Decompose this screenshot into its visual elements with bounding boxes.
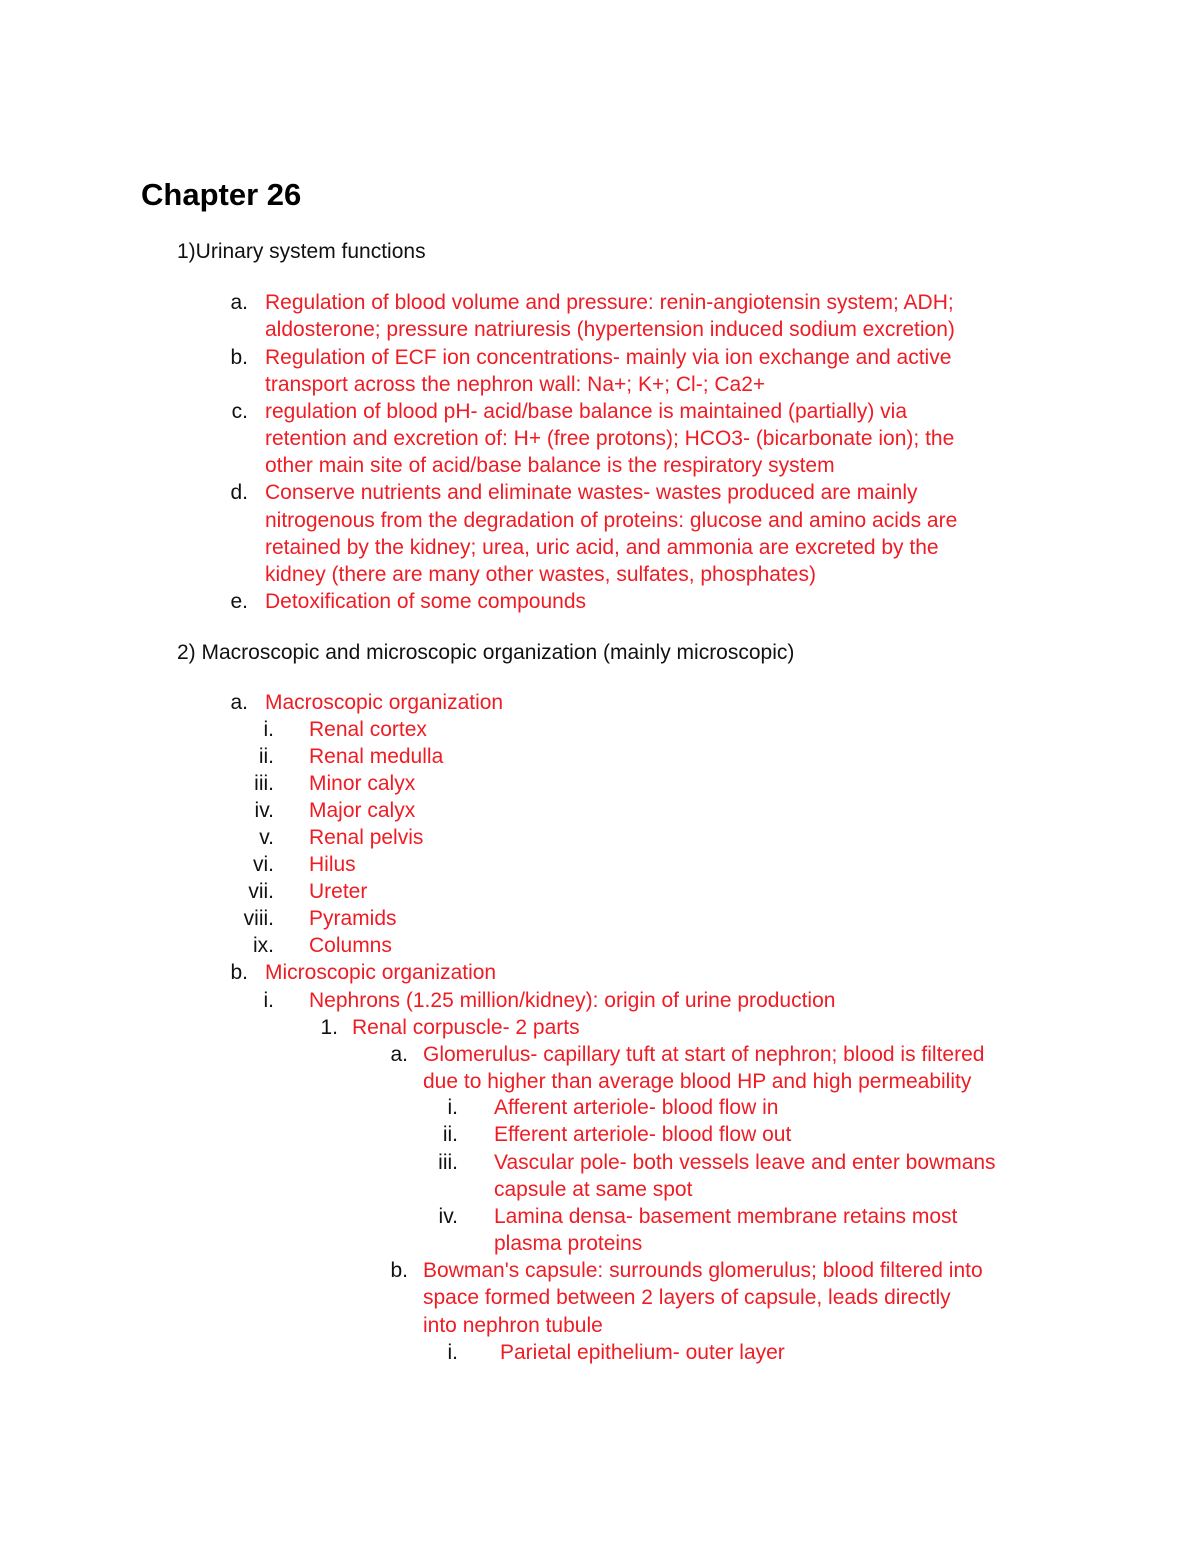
macro-item: Hilus [309,853,356,876]
macro-item: Renal cortex [309,718,427,741]
macro-item: Minor calyx [309,772,416,795]
s1-b-line-2: transport across the nephron wall: Na+; K+; Cl-; Ca2+ [265,373,766,396]
chapter-title: Chapter 26 [141,177,302,212]
s1-d-line-3: retained by the kidney; urea, uric acid, and ammonia are excreted by the [265,536,939,559]
macro-item-marker: ix. [253,934,274,957]
macro-item: Ureter [309,880,368,903]
macro-item-marker: ii. [258,745,274,768]
vascular-pole-marker: iii. [438,1151,458,1174]
macroscopic-label: Macroscopic organization [265,691,504,714]
s1-e-line-1: Detoxification of some compounds [265,590,586,613]
vascular-pole-line-1: Vascular pole- both vessels leave and enter bowmans [494,1151,996,1174]
s1-c-marker: c. [231,400,248,423]
s1-a-line-2: aldosterone; pressure natriuresis (hypertension induced sodium excretion) [265,318,955,341]
parietal-text: Parietal epithelium- outer layer [500,1341,785,1364]
s1-b-marker: b. [230,346,248,369]
glomerulus-line-1: Glomerulus- capillary tuft at start of nephron; blood is filtered [423,1043,985,1066]
s1-c-line-3: other main site of acid/base balance is the respiratory system [265,454,835,477]
lamina-densa-line-2: plasma proteins [494,1232,643,1255]
glomerulus-marker: a. [390,1043,408,1066]
parietal-marker: i. [447,1341,458,1364]
macro-item-marker: vii. [248,880,274,903]
s1-d-line-4: kidney (there are many other wastes, sulfates, phosphates) [265,563,816,586]
vascular-pole-line-2: capsule at same spot [494,1178,693,1201]
bowmans-capsule-line-3: into nephron tubule [423,1314,603,1337]
macro-item: Major calyx [309,799,416,822]
macro-item-marker: vi. [253,853,274,876]
s1-e-marker: e. [230,590,248,613]
microscopic-label: Microscopic organization [265,961,497,984]
s2-b-marker: b. [230,961,248,984]
efferent-text: Efferent arteriole- blood flow out [494,1123,792,1146]
nephrons-marker: i. [263,989,274,1012]
efferent-marker: ii. [442,1123,458,1146]
macro-item: Columns [309,934,392,957]
renal-corpuscle-marker: 1. [320,1016,338,1039]
lamina-densa-marker: iv. [438,1205,458,1228]
s2-a-marker: a. [230,691,248,714]
bowmans-capsule-line-2: space formed between 2 layers of capsule, leads directly [423,1286,951,1309]
s1-c-line-2: retention and excretion of: H+ (free protons); HCO3- (bicarbonate ion); the [265,427,955,450]
macro-item-marker: i. [263,718,274,741]
nephrons-text: Nephrons (1.25 million/kidney): origin of urine production [309,989,836,1012]
glomerulus-line-2: due to higher than average blood HP and high permeability [423,1070,972,1093]
bowmans-capsule-line-1: Bowman's capsule: surrounds glomerulus; blood filtered into [423,1259,983,1282]
s1-d-line-1: Conserve nutrients and eliminate wastes- wastes produced are mainly [265,481,918,504]
macro-item: Renal pelvis [309,826,424,849]
macro-item: Renal medulla [309,745,444,768]
renal-corpuscle-text: Renal corpuscle- 2 parts [352,1016,580,1039]
s1-d-line-2: nitrogenous from the degradation of proteins: glucose and amino acids are [265,509,958,532]
s1-c-line-1: regulation of blood pH- acid/base balance is maintained (partially) via [265,400,908,423]
macro-item-marker: iii. [254,772,274,795]
s1-a-line-1: Regulation of blood volume and pressure: renin-angiotensin system; ADH; [265,291,954,314]
macro-item-marker: v. [259,826,274,849]
lamina-densa-line-1: Lamina densa- basement membrane retains most [494,1205,958,1228]
section-1-heading: 1)Urinary system functions [177,240,426,263]
afferent-text: Afferent arteriole- blood flow in [494,1096,779,1119]
bowmans-capsule-marker: b. [390,1259,408,1282]
s1-d-marker: d. [230,481,248,504]
macro-item: Pyramids [309,907,397,930]
macro-item-marker: iv. [254,799,274,822]
s1-a-marker: a. [230,291,248,314]
macro-item-marker: viii. [243,907,274,930]
section-2-heading: 2) Macroscopic and microscopic organization (mainly microscopic) [177,641,795,664]
afferent-marker: i. [447,1096,458,1119]
s1-b-line-1: Regulation of ECF ion concentrations- mainly via ion exchange and active [265,346,952,369]
